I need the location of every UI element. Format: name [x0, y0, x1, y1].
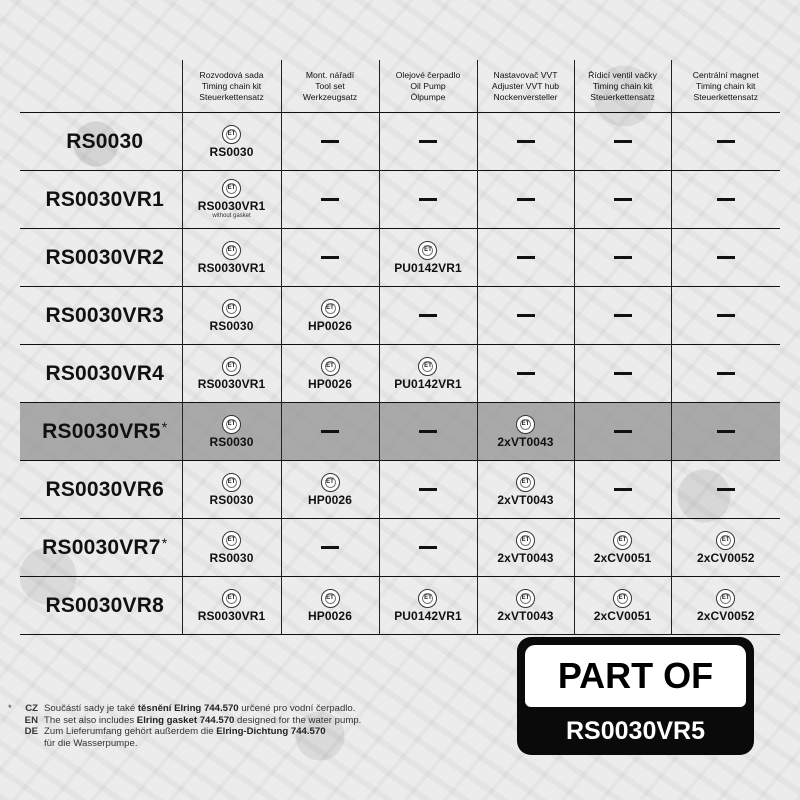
not-included-dash — [419, 430, 437, 433]
et-logo-text: ET — [227, 185, 236, 191]
table-cell — [477, 113, 574, 171]
table-cell — [379, 461, 477, 519]
table-cell — [281, 461, 379, 519]
table-row — [20, 461, 780, 519]
footnote-line — [8, 715, 361, 727]
et-logo-text: ET — [424, 362, 432, 369]
footnote-star — [8, 715, 20, 727]
part-entry — [594, 531, 652, 565]
table-cell — [671, 461, 780, 519]
part-code: RS0030 — [209, 492, 254, 507]
footnote-line — [8, 726, 361, 738]
footnote-star — [8, 726, 20, 738]
table-cell — [671, 345, 780, 403]
table-cell — [182, 171, 281, 229]
footnote-lang: EN — [24, 714, 38, 726]
not-included-dash — [321, 546, 339, 549]
table-row — [20, 519, 780, 577]
footnote-line — [8, 738, 361, 750]
et-logo-text: ET — [521, 420, 530, 427]
footnote-text — [44, 715, 361, 727]
table-cell — [379, 403, 477, 461]
et-logo-icon — [222, 473, 241, 492]
table-cell — [477, 287, 574, 345]
kit-name — [20, 577, 182, 635]
et-logo-icon — [321, 473, 340, 492]
not-included-dash — [419, 140, 437, 143]
part-code: RS0030 — [209, 434, 254, 449]
column-header-line: Řídicí ventil vačky — [588, 69, 657, 80]
table-cell — [477, 229, 574, 287]
part-entry — [697, 589, 755, 623]
et-logo-icon — [321, 357, 340, 376]
et-logo-text: ET — [326, 478, 334, 485]
footnote-plain: designed for the water pump. — [234, 714, 362, 726]
part-code: RS0030VR1 — [197, 608, 266, 623]
not-included-dash — [419, 488, 437, 491]
footnote-bold: těsnění Elring 744.570 — [137, 703, 239, 714]
part-entry — [198, 179, 266, 220]
column-header-line: Centrální magnet — [692, 69, 759, 80]
et-logo-text: ET — [227, 420, 236, 427]
table-cell — [574, 345, 671, 403]
table-cell — [477, 345, 574, 403]
part-of-badge — [517, 637, 754, 755]
column-header-line: Oil Pump — [410, 80, 446, 91]
part-code: 2xVT0043 — [497, 492, 554, 507]
footnote-text — [44, 738, 138, 750]
not-included-dash — [517, 198, 535, 201]
table-row — [20, 113, 780, 171]
table-cell — [574, 577, 671, 635]
table-cell — [477, 461, 574, 519]
table-cell — [477, 171, 574, 229]
et-logo-icon — [222, 125, 241, 144]
not-included-dash — [614, 140, 632, 143]
table-cell — [182, 403, 281, 461]
column-header-line: Timing chain kit — [592, 80, 653, 91]
part-code: HP0026 — [308, 318, 352, 333]
footnote-plain: určené pro vodní čerpadlo. — [238, 703, 356, 714]
part-entry — [394, 589, 462, 623]
table-row — [20, 171, 780, 229]
et-logo-text: ET — [227, 362, 236, 369]
et-logo-text: ET — [227, 304, 236, 311]
et-logo-icon — [321, 299, 340, 318]
part-entry — [497, 415, 553, 449]
part-code: 2xCV0051 — [593, 550, 652, 565]
not-included-dash — [717, 372, 735, 375]
et-logo-icon — [516, 531, 535, 550]
not-included-dash — [321, 198, 339, 201]
column-header-line: Rozvodová sada — [199, 69, 264, 80]
column-header-line: Nockenversteller — [493, 91, 558, 102]
part-entry — [308, 357, 352, 391]
kit-name — [20, 461, 182, 519]
footnote-lang — [20, 738, 38, 750]
et-logo-icon — [613, 531, 632, 550]
et-logo-text: ET — [618, 594, 627, 601]
footnote-mark: * — [161, 419, 168, 435]
et-logo-text: ET — [227, 594, 236, 601]
footnote — [8, 703, 361, 749]
kit-name-text: RS0030VR7 — [42, 536, 161, 559]
table-cell — [574, 229, 671, 287]
part-entry — [308, 299, 352, 333]
column-header-line: Mont. nářadí — [305, 69, 355, 80]
table-cell — [671, 229, 780, 287]
table-cell — [182, 519, 281, 577]
not-included-dash — [517, 256, 535, 259]
table-row — [20, 229, 780, 287]
kit-name — [20, 113, 182, 171]
not-included-dash — [321, 140, 339, 143]
part-code: RS0030VR1 — [197, 199, 266, 213]
et-logo-text: ET — [326, 594, 334, 601]
kit-name-text: RS0030VR6 — [45, 477, 165, 501]
et-logo-icon — [418, 241, 437, 260]
et-logo-icon — [516, 589, 535, 608]
footnote-star — [8, 738, 20, 750]
part-code: 2xVT0043 — [497, 608, 554, 623]
part-code: RS0030 — [209, 550, 254, 565]
footnote-bold: Elring gasket 744.570 — [136, 714, 235, 726]
header-corner — [20, 60, 182, 113]
et-logo-text: ET — [521, 594, 530, 601]
et-logo-icon — [516, 473, 535, 492]
table-cell — [671, 403, 780, 461]
et-logo-icon — [716, 531, 735, 550]
et-logo-text: ET — [721, 594, 730, 601]
not-included-dash — [321, 256, 339, 259]
not-included-dash — [517, 140, 535, 143]
part-code: 2xCV0052 — [696, 608, 755, 623]
table-cell — [281, 171, 379, 229]
table-cell — [671, 113, 780, 171]
not-included-dash — [614, 430, 632, 433]
column-header-line: Olejové čerpadlo — [395, 69, 461, 80]
column-header-line: Ölpumpe — [410, 91, 446, 102]
table-cell — [182, 345, 281, 403]
et-logo-icon — [418, 357, 437, 376]
part-entry — [497, 473, 553, 507]
et-logo-text: ET — [424, 594, 432, 601]
part-code: RS0030VR1 — [197, 376, 266, 391]
et-logo-text: ET — [326, 362, 334, 369]
part-entry — [210, 531, 254, 565]
kit-name-text: RS0030VR2 — [45, 245, 165, 269]
not-included-dash — [419, 546, 437, 549]
column-header-line: Steuerkettensatz — [693, 91, 758, 102]
et-logo-icon — [222, 241, 241, 260]
column-header — [671, 60, 780, 113]
table-cell — [281, 345, 379, 403]
column-header — [574, 60, 671, 113]
not-included-dash — [717, 488, 735, 491]
not-included-dash — [614, 198, 632, 201]
kit-name — [20, 287, 182, 345]
part-code: HP0026 — [308, 492, 352, 507]
table-cell — [182, 577, 281, 635]
et-logo-icon — [222, 179, 241, 198]
footnote-plain: für die Wasserpumpe. — [44, 737, 138, 749]
table-cell — [379, 113, 477, 171]
et-logo-text: ET — [326, 304, 334, 311]
table-cell — [379, 519, 477, 577]
table-cell — [281, 229, 379, 287]
part-code: PU0142VR1 — [394, 376, 462, 391]
part-entry — [210, 125, 254, 159]
column-header-line: Werkzeugsatz — [302, 91, 358, 102]
table-cell — [281, 577, 379, 635]
not-included-dash — [321, 430, 339, 433]
part-code: HP0026 — [308, 376, 352, 391]
et-logo-text: ET — [227, 246, 236, 253]
table-cell — [379, 345, 477, 403]
kit-name — [20, 171, 182, 229]
footnote-plain: The set also includes — [44, 714, 137, 726]
part-of-code: RS0030VR5 — [566, 717, 705, 745]
et-logo-icon — [321, 589, 340, 608]
column-header — [477, 60, 574, 113]
compatibility-table — [20, 60, 780, 635]
column-header-line: Timing chain kit — [696, 80, 756, 91]
not-included-dash — [717, 140, 735, 143]
kit-name-text: RS0030VR8 — [45, 593, 165, 617]
table-header-row — [20, 60, 780, 113]
table-row — [20, 577, 780, 635]
table-cell — [477, 577, 574, 635]
et-logo-icon — [222, 299, 241, 318]
column-header — [281, 60, 379, 113]
table-cell — [671, 577, 780, 635]
part-code: 2xVT0043 — [497, 434, 554, 449]
column-header-line: Steuerkettensatz — [199, 91, 264, 102]
footnote-mark: * — [161, 535, 168, 551]
table-row — [20, 403, 780, 461]
part-code: 2xVT0043 — [497, 550, 554, 565]
column-header — [182, 60, 281, 113]
et-logo-icon — [222, 531, 241, 550]
table-cell — [182, 287, 281, 345]
part-code: PU0142VR1 — [394, 260, 462, 275]
not-included-dash — [614, 314, 632, 317]
table-cell — [182, 113, 281, 171]
not-included-dash — [614, 488, 632, 491]
part-entry — [198, 589, 266, 623]
kit-name — [20, 345, 182, 403]
et-logo-text: ET — [521, 536, 530, 543]
kit-name — [20, 519, 182, 577]
not-included-dash — [517, 372, 535, 375]
part-entry — [308, 589, 352, 623]
et-logo-icon — [516, 415, 535, 434]
table-cell — [281, 519, 379, 577]
footnote-text — [44, 726, 326, 738]
column-header-line: Nastavovač VVT — [493, 69, 558, 80]
footnote-plain: Součástí sady je také — [44, 703, 138, 714]
part-entry — [308, 473, 352, 507]
table-cell — [574, 461, 671, 519]
part-entry — [394, 357, 462, 391]
footnote-line — [8, 703, 361, 715]
not-included-dash — [517, 314, 535, 317]
part-code: PU0142VR1 — [394, 608, 462, 623]
et-logo-text: ET — [721, 536, 730, 543]
part-code: RS0030 — [209, 144, 254, 159]
column-header-line: Adjuster VVT hub — [491, 80, 560, 91]
table-cell — [182, 229, 281, 287]
part-entry — [210, 415, 254, 449]
part-entry — [394, 241, 462, 275]
table-cell — [574, 519, 671, 577]
footnote-lang: CZ — [25, 703, 38, 714]
table-row — [20, 287, 780, 345]
part-entry — [198, 241, 266, 275]
part-of-title: PART OF — [525, 645, 746, 707]
not-included-dash — [717, 198, 735, 201]
not-included-dash — [717, 256, 735, 259]
kit-name-text: RS0030 — [66, 129, 144, 153]
table-cell — [379, 577, 477, 635]
footnote-star: * — [8, 703, 12, 714]
part-entry — [210, 299, 254, 333]
not-included-dash — [419, 198, 437, 201]
table-cell — [379, 171, 477, 229]
kit-name-text: RS0030VR4 — [45, 361, 165, 385]
part-entry — [697, 531, 755, 565]
table-row — [20, 345, 780, 403]
kit-name-text: RS0030VR1 — [45, 187, 165, 211]
table-body — [20, 113, 780, 635]
table-cell — [182, 461, 281, 519]
part-code: 2xCV0052 — [696, 550, 755, 565]
part-code: 2xCV0051 — [593, 608, 652, 623]
table-cell — [281, 113, 379, 171]
et-logo-icon — [613, 589, 632, 608]
et-logo-text: ET — [521, 478, 530, 485]
part-entry — [594, 589, 652, 623]
et-logo-icon — [418, 589, 437, 608]
kit-name-text: RS0030VR5 — [42, 420, 161, 443]
footnote-bold: Elring-Dichtung 744.570 — [216, 726, 326, 737]
footnote-text — [44, 703, 355, 715]
not-included-dash — [614, 256, 632, 259]
table-cell — [477, 519, 574, 577]
not-included-dash — [717, 430, 735, 433]
kit-name — [20, 229, 182, 287]
table-cell — [574, 403, 671, 461]
part-note: without gasket — [212, 213, 251, 219]
et-logo-icon — [222, 357, 241, 376]
part-code: RS0030VR1 — [197, 260, 266, 275]
et-logo-text: ET — [618, 536, 627, 543]
et-logo-icon — [222, 415, 241, 434]
table-cell — [671, 287, 780, 345]
et-logo-icon — [222, 589, 241, 608]
table-cell — [281, 287, 379, 345]
footnote-lang: DE — [24, 726, 38, 737]
column-header-line: Tool set — [315, 80, 345, 91]
column-header-line: Timing chain kit — [201, 80, 262, 91]
table-cell — [574, 113, 671, 171]
not-included-dash — [419, 314, 437, 317]
table-cell — [574, 287, 671, 345]
kit-name — [20, 403, 182, 461]
et-logo-text: ET — [227, 478, 236, 485]
part-entry — [198, 357, 266, 391]
footnote-plain: Zum Lieferumfang gehört außerdem die — [44, 726, 217, 737]
et-logo-text: ET — [227, 130, 236, 137]
table-cell — [281, 403, 379, 461]
table-cell — [671, 171, 780, 229]
column-header — [379, 60, 477, 113]
not-included-dash — [614, 372, 632, 375]
part-entry — [497, 589, 553, 623]
kit-name-text: RS0030VR3 — [45, 303, 165, 327]
table-cell — [379, 229, 477, 287]
part-code: HP0026 — [308, 608, 352, 623]
table-cell — [477, 403, 574, 461]
not-included-dash — [717, 314, 735, 317]
part-code: RS0030 — [209, 318, 254, 333]
part-entry — [210, 473, 254, 507]
table-cell — [671, 519, 780, 577]
et-logo-icon — [716, 589, 735, 608]
et-logo-text: ET — [424, 246, 432, 253]
column-header-line: Steuerkettensatz — [590, 91, 655, 102]
part-entry — [497, 531, 553, 565]
table-cell — [379, 287, 477, 345]
table-cell — [574, 171, 671, 229]
et-logo-text: ET — [227, 536, 236, 543]
